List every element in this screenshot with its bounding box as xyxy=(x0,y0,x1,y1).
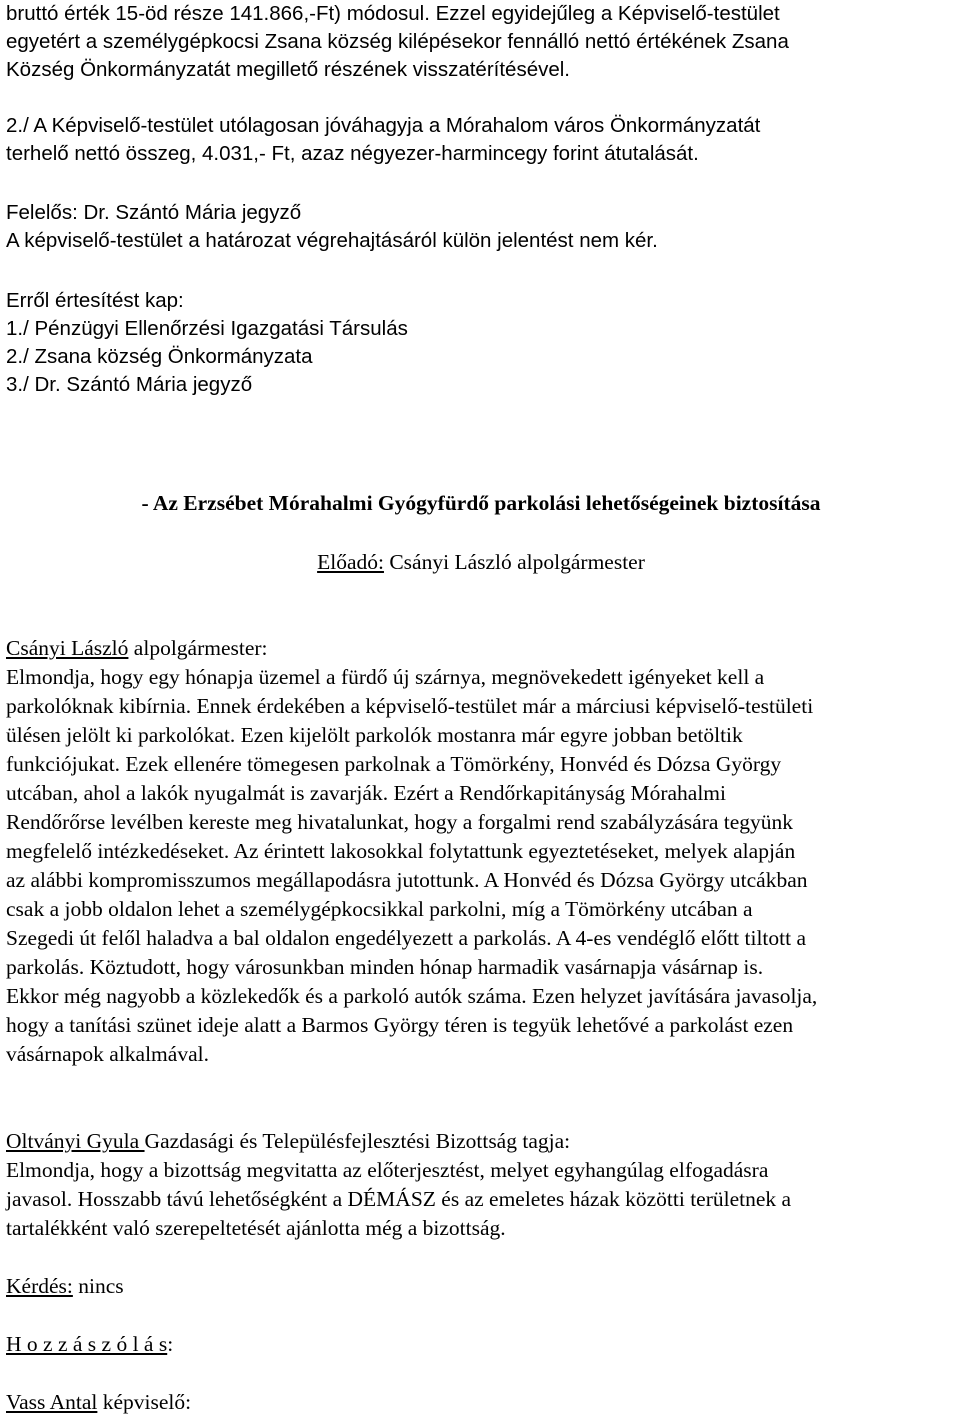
responsible-note: A képviselő-testület a határozat végrehajtásáról külön jelentést nem kér. xyxy=(6,229,658,252)
responsible-section xyxy=(6,199,956,255)
responsible-value: Dr. Szántó Mária jegyző xyxy=(77,201,302,224)
notify-item: 1./ Pénzügyi Ellenőrzési Igazgatási Társulás xyxy=(6,317,408,340)
speech-line: ülésen jelölt ki parkolókat. Ezen kijelölt parkolók mostanra már egyre jobban betöltik xyxy=(6,723,743,747)
speech-line: csak a jobb oldalon lehet a személygépkocsikkal parkolni, míg a Tömörkény utcában a xyxy=(6,897,753,921)
responsible-line xyxy=(6,199,956,227)
speaker-line xyxy=(6,1127,956,1156)
notify-item: 3./ Dr. Szántó Mária jegyző xyxy=(6,373,253,396)
question-label: Kérdés: xyxy=(6,1274,73,1298)
responsible-label: Felelős: xyxy=(6,201,78,224)
speech-line: funkciójukat. Ezek ellenére tömegesen parkolnak a Tömörkény, Honvéd és Dózsa György xyxy=(6,752,782,776)
speaker-name: Vass Antal xyxy=(6,1390,98,1414)
speech-line: Elmondja, hogy egy hónapja üzemel a fürdő új szárnya, megnövekedett igényeket kell a xyxy=(6,665,765,689)
resolution-point-2 xyxy=(6,112,956,168)
speech-line: hogy a tanítási szünet ideje alatt a Barmos György téren is tegyük lehetővé a parkolást ezen xyxy=(6,1013,794,1037)
text-line: Község Önkormányzatát megillető részének visszatérítésével. xyxy=(6,58,571,81)
notify-section xyxy=(6,287,956,399)
question-value: nincs xyxy=(72,1274,124,1298)
resolution-continuation xyxy=(6,0,956,84)
speech-line: javasol. Hosszabb távú lehetőségként a DÉMÁSZ és az emeletes házak közötti területnek a xyxy=(6,1187,792,1211)
speech-line: Rendőrőrse levélben kereste meg hivatalunkat, hogy a forgalmi rend szabályzására tegyünk xyxy=(6,810,794,834)
speaker-role: alpolgármester: xyxy=(128,636,268,660)
comments-colon: : xyxy=(167,1332,174,1356)
speaker-name: Csányi László xyxy=(6,636,129,660)
question-line xyxy=(6,1272,956,1301)
comments-label: H o z z á s z ó l á s xyxy=(6,1332,168,1356)
presenter-line xyxy=(6,548,956,577)
speaker-role: Gazdasági és Településfejlesztési Bizottság tagja: xyxy=(144,1129,571,1153)
speech-line: parkolás. Köztudott, hogy városunkban minden hónap harmadik vasárnapja vásárnap is. xyxy=(6,955,764,979)
notify-item: 2./ Zsana község Önkormányzata xyxy=(6,345,313,368)
agenda-title: - Az Erzsébet Mórahalmi Gyógyfürdő parkolási lehetőségeinek biztosítása xyxy=(141,491,821,515)
speech-line: tartalékként való szerepeltetését ajánlotta még a bizottság. xyxy=(6,1216,506,1240)
speech-line: Elmondja, hogy a bizottság megvitatta az előterjesztést, melyet egyhangúlag elfogadásra xyxy=(6,1158,769,1182)
text-line: terhelő nettó összeg, 4.031,- Ft, azaz négyezer-harmincegy forint átutalását. xyxy=(6,142,699,165)
speech-line: az alábbi kompromisszumos megállapodásra jutottunk. A Honvéd és Dózsa György utcákban xyxy=(6,868,808,892)
speech-csanyi xyxy=(6,634,956,1069)
notify-label: Erről értesítést kap: xyxy=(6,289,184,312)
presenter-label: Előadó: xyxy=(317,550,384,574)
comments-heading xyxy=(6,1330,956,1359)
speaker-line xyxy=(6,634,956,663)
speech-line: parkolóknak kibírnia. Ennek érdekében a képviselő-testület már a márciusi képviselő-testületi xyxy=(6,694,814,718)
speaker-role: képviselő: xyxy=(97,1390,192,1414)
speech-vass xyxy=(6,1388,956,1417)
speech-oltvanyi xyxy=(6,1127,956,1243)
speech-line: megfelelő intézkedéseket. Az érintett lakosokkal folytattunk egyeztetéseket, melyek alapján xyxy=(6,839,796,863)
text-line: bruttó érték 15-öd része 141.866,-Ft) módosul. Ezzel egyidejűleg a Képviselő-testület xyxy=(6,2,780,25)
speech-line: vásárnapok alkalmával. xyxy=(6,1042,209,1066)
presenter-value: Csányi László alpolgármester xyxy=(383,550,645,574)
speaker-name: Oltványi Gyula xyxy=(6,1129,145,1153)
speech-line: Ekkor még nagyobb a közlekedők és a parkoló autók száma. Ezen helyzet javítására javasolja, xyxy=(6,984,818,1008)
speech-line: utcában, ahol a lakók nyugalmát is zavarják. Ezért a Rendőrkapitányság Mórahalmi xyxy=(6,781,726,805)
speech-line: Szegedi út felől haladva a bal oldalon engedélyezett a parkolás. A 4-es vendéglő előtt tiltott a xyxy=(6,926,807,950)
text-line: egyetért a személygépkocsi Zsana község kilépésekor fennálló nettó értékének Zsana xyxy=(6,30,789,53)
text-line: 2./ A Képviselő-testület utólagosan jóváhagyja a Mórahalom város Önkormányzatát xyxy=(6,114,761,137)
